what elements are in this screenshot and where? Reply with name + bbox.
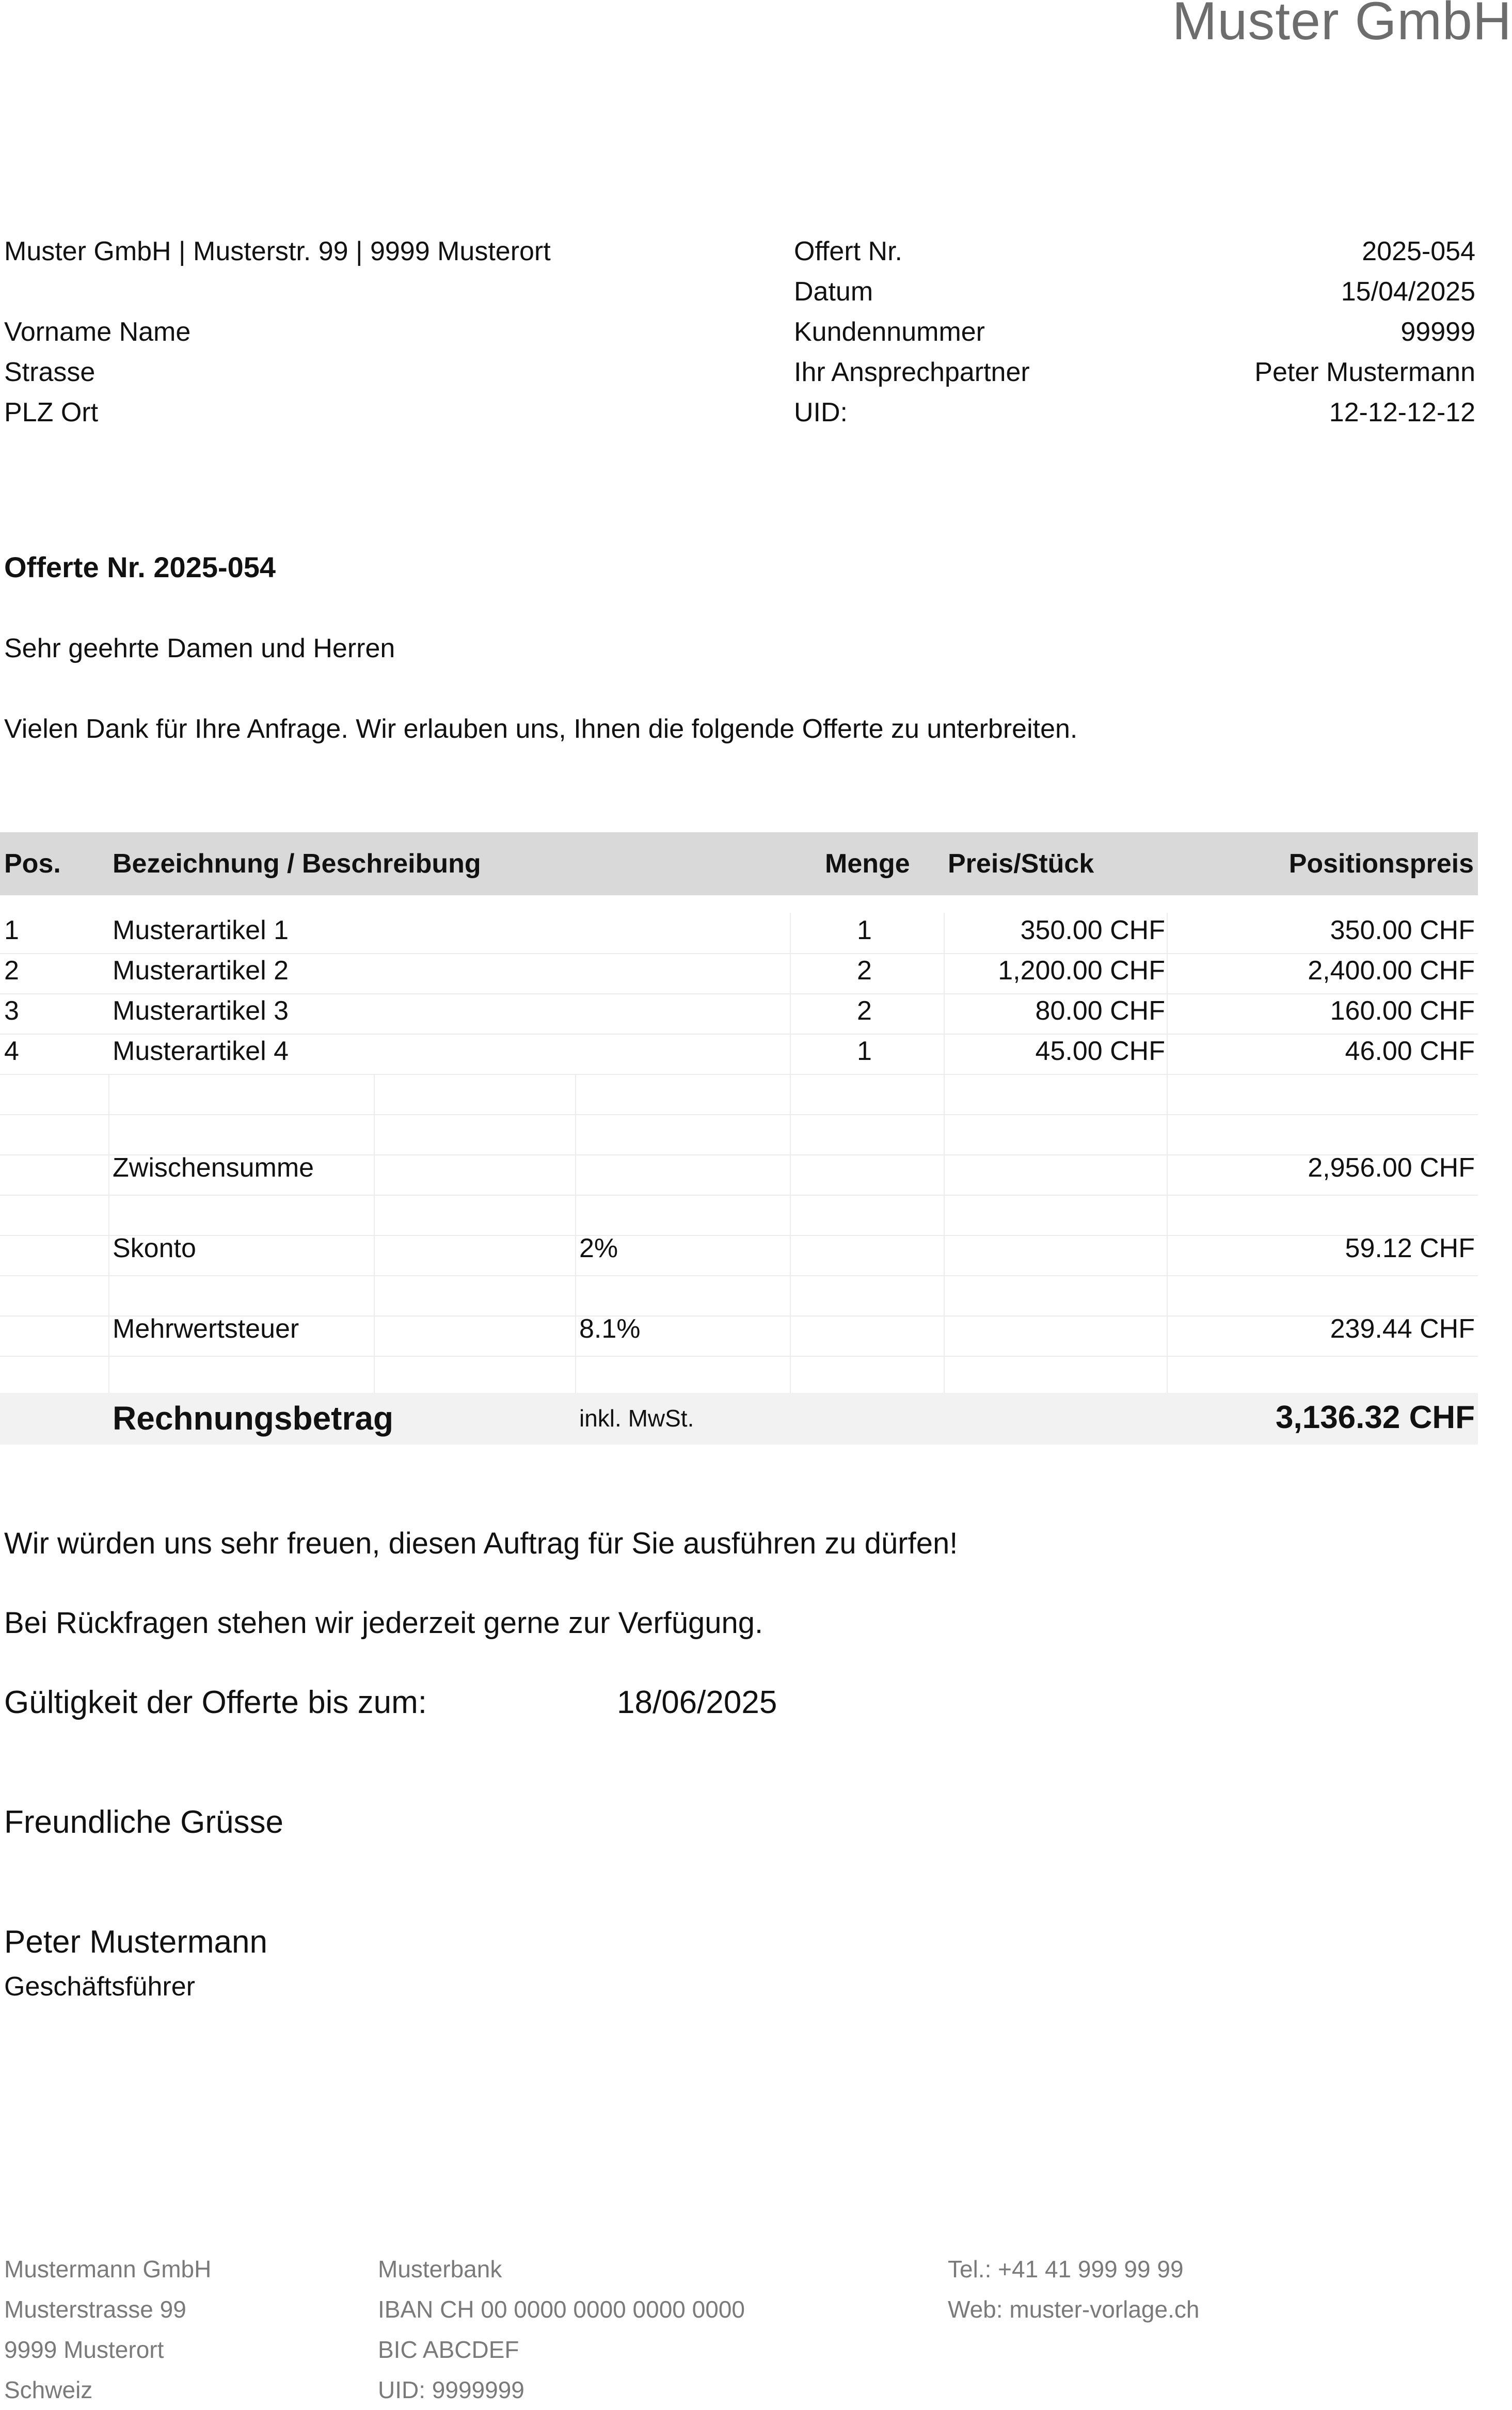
meta-value: 99999 [1400, 317, 1475, 347]
row3-position-price: 160.00 CHF [1330, 996, 1475, 1026]
subtotal-label: Zwischensumme [113, 1153, 314, 1183]
footer-line: IBAN CH 00 0000 0000 0000 0000 [378, 2296, 745, 2323]
meta-value: Peter Mustermann [1254, 357, 1475, 387]
sender-line: Muster GmbH | Musterstr. 99 | 9999 Musterort [4, 236, 551, 266]
greeting: Sehr geehrte Damen und Herren [4, 633, 395, 663]
row3-pos: 3 [4, 996, 19, 1026]
row1-unit-price: 350.00 CHF [1020, 915, 1165, 945]
row2-position-price: 2,400.00 CHF [1308, 956, 1475, 986]
recipient-city: PLZ Ort [4, 398, 99, 427]
meta-value: 15/04/2025 [1341, 277, 1475, 307]
offer-title: Offerte Nr. 2025-054 [4, 551, 276, 583]
footer-line: Web: muster-vorlage.ch [948, 2296, 1200, 2323]
validity-label: Gültigkeit der Offerte bis zum: [4, 1685, 427, 1720]
row4-position-price: 46.00 CHF [1345, 1036, 1475, 1066]
vat-label: Mehrwertsteuer [113, 1314, 299, 1344]
discount-value: 59.12 CHF [1345, 1233, 1475, 1263]
row2-unit-price: 1,200.00 CHF [998, 956, 1165, 986]
grid-line [0, 1034, 1478, 1035]
row4-pos: 4 [4, 1036, 19, 1066]
row2-pos: 2 [4, 956, 19, 986]
vat-rate: 8.1% [579, 1314, 641, 1344]
grid-line [374, 1074, 375, 1445]
grid-line [944, 913, 945, 1445]
recipient-name: Vorname Name [4, 317, 191, 347]
row4-unit-price: 45.00 CHF [1035, 1036, 1165, 1066]
closing-line-1: Wir würden uns sehr freuen, diesen Auftrag für Sie ausführen zu dürfen! [4, 1527, 958, 1560]
grid-line [108, 1074, 109, 1445]
footer-line: 9999 Musterort [4, 2336, 164, 2363]
footer-line: Schweiz [4, 2376, 93, 2403]
footer-bank [378, 2249, 745, 2410]
row3-description: Musterartikel 3 [113, 996, 289, 1026]
table-header [0, 832, 1478, 895]
total-value: 3,136.32 CHF [1276, 1400, 1475, 1435]
col-header-position-price: Positionspreis [1288, 849, 1474, 879]
meta-date [794, 272, 1475, 312]
row2-description: Musterartikel 2 [113, 956, 289, 986]
total-label: Rechnungsbetrag [113, 1400, 394, 1437]
regards: Freundliche Grüsse [4, 1804, 284, 1840]
meta-label: Kundennummer [794, 317, 985, 347]
validity-date: 18/06/2025 [617, 1685, 777, 1720]
meta-uid [794, 392, 1475, 433]
grid-line [790, 913, 791, 1445]
meta-customer-number [794, 312, 1475, 352]
meta-label: Ihr Ansprechpartner [794, 357, 1030, 387]
grid-line [1167, 913, 1168, 1445]
row3-quantity: 2 [857, 996, 872, 1026]
grid-line [0, 1275, 1478, 1276]
signer-title: Geschäftsführer [4, 1972, 195, 2002]
discount-rate: 2% [579, 1233, 618, 1263]
row1-position-price: 350.00 CHF [1330, 915, 1475, 945]
grid-line [0, 1074, 1478, 1075]
total-note: inkl. MwSt. [579, 1405, 694, 1432]
row1-quantity: 1 [857, 915, 872, 945]
footer-line: Musterbank [378, 2256, 502, 2282]
intro-text: Vielen Dank für Ihre Anfrage. Wir erlauben uns, Ihnen die folgende Offerte zu unterbreiten. [4, 714, 1078, 744]
row1-pos: 1 [4, 915, 19, 945]
footer-line: BIC ABCDEF [378, 2336, 519, 2363]
col-header-pos: Pos. [4, 849, 61, 879]
meta-label: Offert Nr. [794, 236, 902, 266]
col-header-unit-price: Preis/Stück [948, 849, 1094, 879]
grid-line [575, 1074, 576, 1445]
meta-label: Datum [794, 277, 873, 307]
recipient-street: Strasse [4, 357, 96, 387]
row1-description: Musterartikel 1 [113, 915, 289, 945]
grid-line [0, 1114, 1478, 1115]
grid-line [0, 1195, 1478, 1196]
footer-line: Mustermann GmbH [4, 2256, 212, 2282]
meta-contact-person [794, 352, 1475, 392]
footer-line: Musterstrasse 99 [4, 2296, 186, 2323]
meta-offer-number [794, 231, 1475, 272]
footer-line: Tel.: +41 41 999 99 99 [948, 2256, 1184, 2282]
vat-value: 239.44 CHF [1330, 1314, 1475, 1344]
footer-contact [948, 2249, 1199, 2329]
footer-line: UID: 9999999 [378, 2376, 524, 2403]
meta-value: 2025-054 [1362, 236, 1475, 266]
signer-name: Peter Mustermann [4, 1924, 267, 1960]
row4-quantity: 1 [857, 1036, 872, 1066]
grid-line [0, 1235, 1478, 1236]
grid-line [0, 993, 1478, 994]
company-logo: Muster GmbH [1172, 0, 1512, 51]
grid-line [0, 953, 1478, 954]
meta-value: 12-12-12-12 [1329, 398, 1475, 427]
footer-company [4, 2249, 211, 2410]
discount-label: Skonto [113, 1233, 196, 1263]
meta-label: UID: [794, 398, 848, 427]
row2-quantity: 2 [857, 956, 872, 986]
row4-description: Musterartikel 4 [113, 1036, 289, 1066]
row3-unit-price: 80.00 CHF [1035, 996, 1165, 1026]
closing-line-2: Bei Rückfragen stehen wir jederzeit gerne zur Verfügung. [4, 1606, 763, 1640]
col-header-description: Bezeichnung / Beschreibung [113, 849, 481, 879]
col-header-quantity: Menge [825, 849, 910, 879]
subtotal-value: 2,956.00 CHF [1308, 1153, 1475, 1183]
grid-line [0, 1356, 1478, 1357]
